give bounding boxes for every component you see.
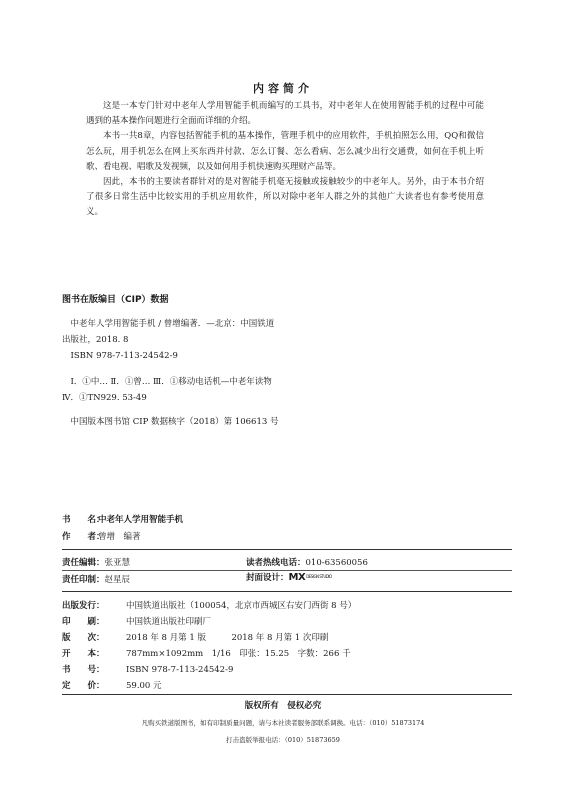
mx-design-logo [289, 572, 332, 583]
pub-value: 787mm×1092mm 1/16 印张：15.25 字数：266 千 [126, 649, 351, 659]
cip-record-text: 中国版本图书馆 CIP 数据核字（2018）第 106613 号 [70, 417, 279, 427]
cip-subject [62, 374, 272, 406]
summary-title: 内容简介 [253, 82, 313, 95]
pub-row [62, 599, 356, 611]
pub-label: 印 刷： [62, 617, 105, 627]
editor-row [62, 556, 130, 568]
summary-paragraph: 本书一共8章，内容包括智能手机的基本操作，管理手机中的应用软件，手机拍照怎么用，QQ和微信怎么玩，用手机怎么在网上买东西并付款、怎么订餐、怎么看病、怎么减少出行交通费，如何在手机上听歌、看电视、唱歌及发视频，以及如何用手机快速购买理财产品等。 [86, 131, 484, 172]
pub-label: 开 本： [62, 649, 105, 659]
summary-body [86, 99, 484, 221]
divider [62, 591, 512, 592]
book-author-row [62, 530, 141, 542]
pub-value: ISBN 978-7-113-24542-9 [126, 665, 234, 675]
summary-paragraph: 因此，本书的主要读者群针对的是对智能手机毫无接触或接触较少的中老年人。另外，由于本书介绍了很多日常生活中比较实用的手机应用软件，所以对除中老年人群之外的其他广大读者也有参考使用意义。 [86, 177, 484, 218]
book-title: 中老年人学用智能手机 [98, 515, 184, 525]
pub-value: 中国铁道出版社（100054，北京市西城区右安门西街 8 号） [126, 601, 357, 611]
editor-label: 责任编辑： [62, 558, 105, 568]
pub-label: 书 号： [62, 665, 105, 675]
book-title-label: 书 名： [62, 515, 105, 525]
book-author: 曾增 编著 [98, 532, 141, 542]
pub-value: 59.00 元 [126, 681, 162, 691]
pub-row [62, 679, 162, 691]
cip-entry [62, 316, 274, 364]
pub-label: 定 价： [62, 681, 105, 691]
pub-label: 版 次： [62, 633, 105, 643]
pub-label: 出版发行： [62, 601, 105, 611]
printing-row [62, 573, 130, 585]
piracy-hotline: 打击盗版举报电话：（010）51873659 [226, 736, 340, 744]
pub-row [62, 615, 211, 627]
printing-label: 责任印制： [62, 575, 105, 585]
cip-entry-line: 中老年人学用智能手机 / 曾增编著．—北京：中国铁道 [70, 319, 275, 329]
hotline-value: 010-63560056 [305, 558, 368, 568]
pub-row [62, 631, 328, 643]
cip-heading: 图书在版编目（CIP）数据 [62, 295, 169, 305]
printing-value: 赵星辰 [104, 575, 131, 585]
cip-record [62, 414, 278, 430]
mx-logo-sub: DESIGN STUDIO [306, 574, 332, 579]
cover-row [246, 571, 332, 583]
cover-label: 封面设计： [246, 573, 289, 583]
cip-isbn: ISBN 978-7-113-24542-9 [70, 351, 178, 361]
summary-paragraph: 这是一本专门针对中老年人学用智能手机而编写的工具书，对中老年人在使用智能手机的过程中可能遇到的基本操作问题进行全面而详细的介绍。 [86, 101, 484, 127]
hotline-row [246, 556, 368, 568]
book-title-row [62, 513, 183, 525]
editor-value: 张亚慧 [104, 558, 131, 568]
pub-row [62, 663, 233, 675]
pub-value: 2018 年 8 月第 1 版 2018 年 8 月第 1 次印刷 [126, 633, 329, 643]
cip-entry-line: 出版社，2018. 8 [62, 335, 129, 345]
divider [62, 549, 512, 550]
hotline-label: 读者热线电话： [246, 558, 306, 568]
mx-logo-mark: MX [288, 572, 306, 583]
cip-subject-line: Ⅳ．①TN929. 53-49 [62, 393, 147, 403]
book-author-label: 作 者： [62, 532, 105, 542]
quality-notice: 凡购买铁道版图书，如有印制质量问题，请与本社读者服务部联系调换。电话：（010）51873174 [141, 719, 425, 727]
cip-subject-line: Ⅰ．①中… Ⅱ．①曾… Ⅲ．①移动电话机—中老年读物 [70, 377, 272, 387]
divider [62, 694, 512, 695]
pub-row [62, 647, 351, 659]
pub-value: 中国铁道出版社印刷厂 [126, 617, 212, 627]
rights-notice: 版权所有 侵权必究 [244, 701, 322, 711]
